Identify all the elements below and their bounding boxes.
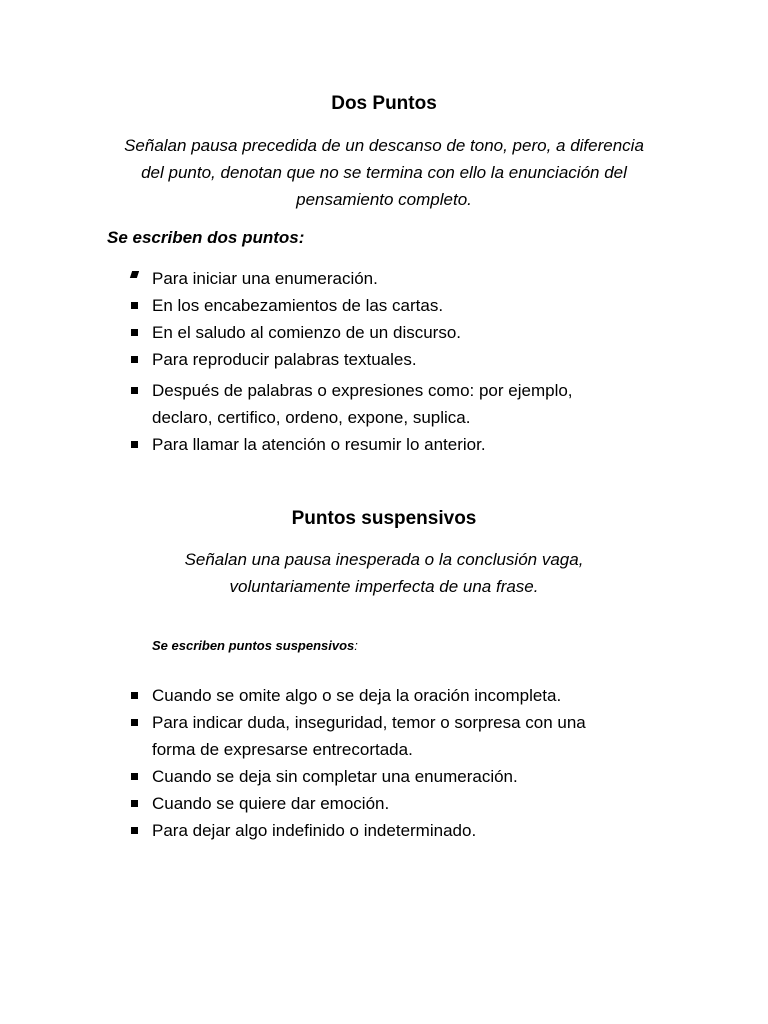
list-item-text: declaro, certifico, ordeno, expone, suplica. [152, 408, 471, 427]
section-intro-puntos-suspensivos [100, 546, 668, 600]
bullet-square-icon [131, 387, 138, 394]
list-item [130, 763, 650, 790]
bullet-square-icon [131, 329, 138, 336]
list-item-text: Para iniciar una enumeración. [152, 269, 378, 288]
bullet-square-icon [131, 719, 138, 726]
list-item [130, 377, 650, 431]
list-item-text: Cuando se quiere dar emoción. [152, 794, 390, 813]
subtitle-colon: : [354, 638, 358, 653]
section-intro-dos-puntos [100, 132, 668, 213]
list-item [130, 431, 650, 458]
intro-line: del punto, denotan que no se termina con ello la enunciación del [141, 163, 627, 182]
intro-line: Señalan pausa precedida de un descanso de tono, pero, a diferencia [124, 136, 644, 155]
section-title-dos-puntos: Dos Puntos [331, 93, 437, 114]
bullet-square-icon [130, 271, 139, 278]
intro-line: Señalan una pausa inesperada o la conclusión vaga, [184, 550, 584, 569]
subtitle-text: Se escriben puntos suspensivos [152, 638, 355, 653]
list-item-text: En el saludo al comienzo de un discurso. [152, 323, 462, 342]
list-item-text: Para llamar la atención o resumir lo anterior. [152, 435, 486, 454]
bullet-square-icon [131, 441, 138, 448]
subtitle-dos-puntos: Se escriben dos puntos: [107, 228, 305, 247]
bullet-square-icon [131, 827, 138, 834]
section-title-puntos-suspensivos: Puntos suspensivos [291, 508, 477, 529]
list-item-text: Cuando se omite algo o se deja la oración incompleta. [152, 686, 562, 705]
list-item [130, 709, 650, 763]
intro-line: pensamiento completo. [296, 190, 472, 209]
list-item [130, 682, 650, 709]
list-item-text: En los encabezamientos de las cartas. [152, 296, 444, 315]
list-item [130, 265, 650, 292]
bullet-square-icon [131, 302, 138, 309]
list-item [130, 817, 650, 844]
bullet-square-icon [131, 692, 138, 699]
list-item [130, 790, 650, 817]
list-item-text: Para dejar algo indefinido o indeterminado. [152, 821, 477, 840]
list-item-text: Después de palabras o expresiones como: por ejemplo, [152, 381, 573, 400]
bullet-square-icon [131, 773, 138, 780]
list-item-text: forma de expresarse entrecortada. [152, 740, 413, 759]
list-dos-puntos [130, 265, 650, 458]
bullet-square-icon [131, 800, 138, 807]
list-item-text: Para indicar duda, inseguridad, temor o sorpresa con una [152, 713, 586, 732]
list-puntos-suspensivos [130, 682, 650, 844]
list-item [130, 292, 650, 319]
subtitle-puntos-suspensivos [152, 638, 358, 653]
list-item [130, 346, 650, 373]
list-item-text: Para reproducir palabras textuales. [152, 350, 417, 369]
intro-line: voluntariamente imperfecta de una frase. [229, 577, 539, 596]
list-item [130, 319, 650, 346]
bullet-square-icon [131, 356, 138, 363]
list-item-text: Cuando se deja sin completar una enumeración. [152, 767, 518, 786]
